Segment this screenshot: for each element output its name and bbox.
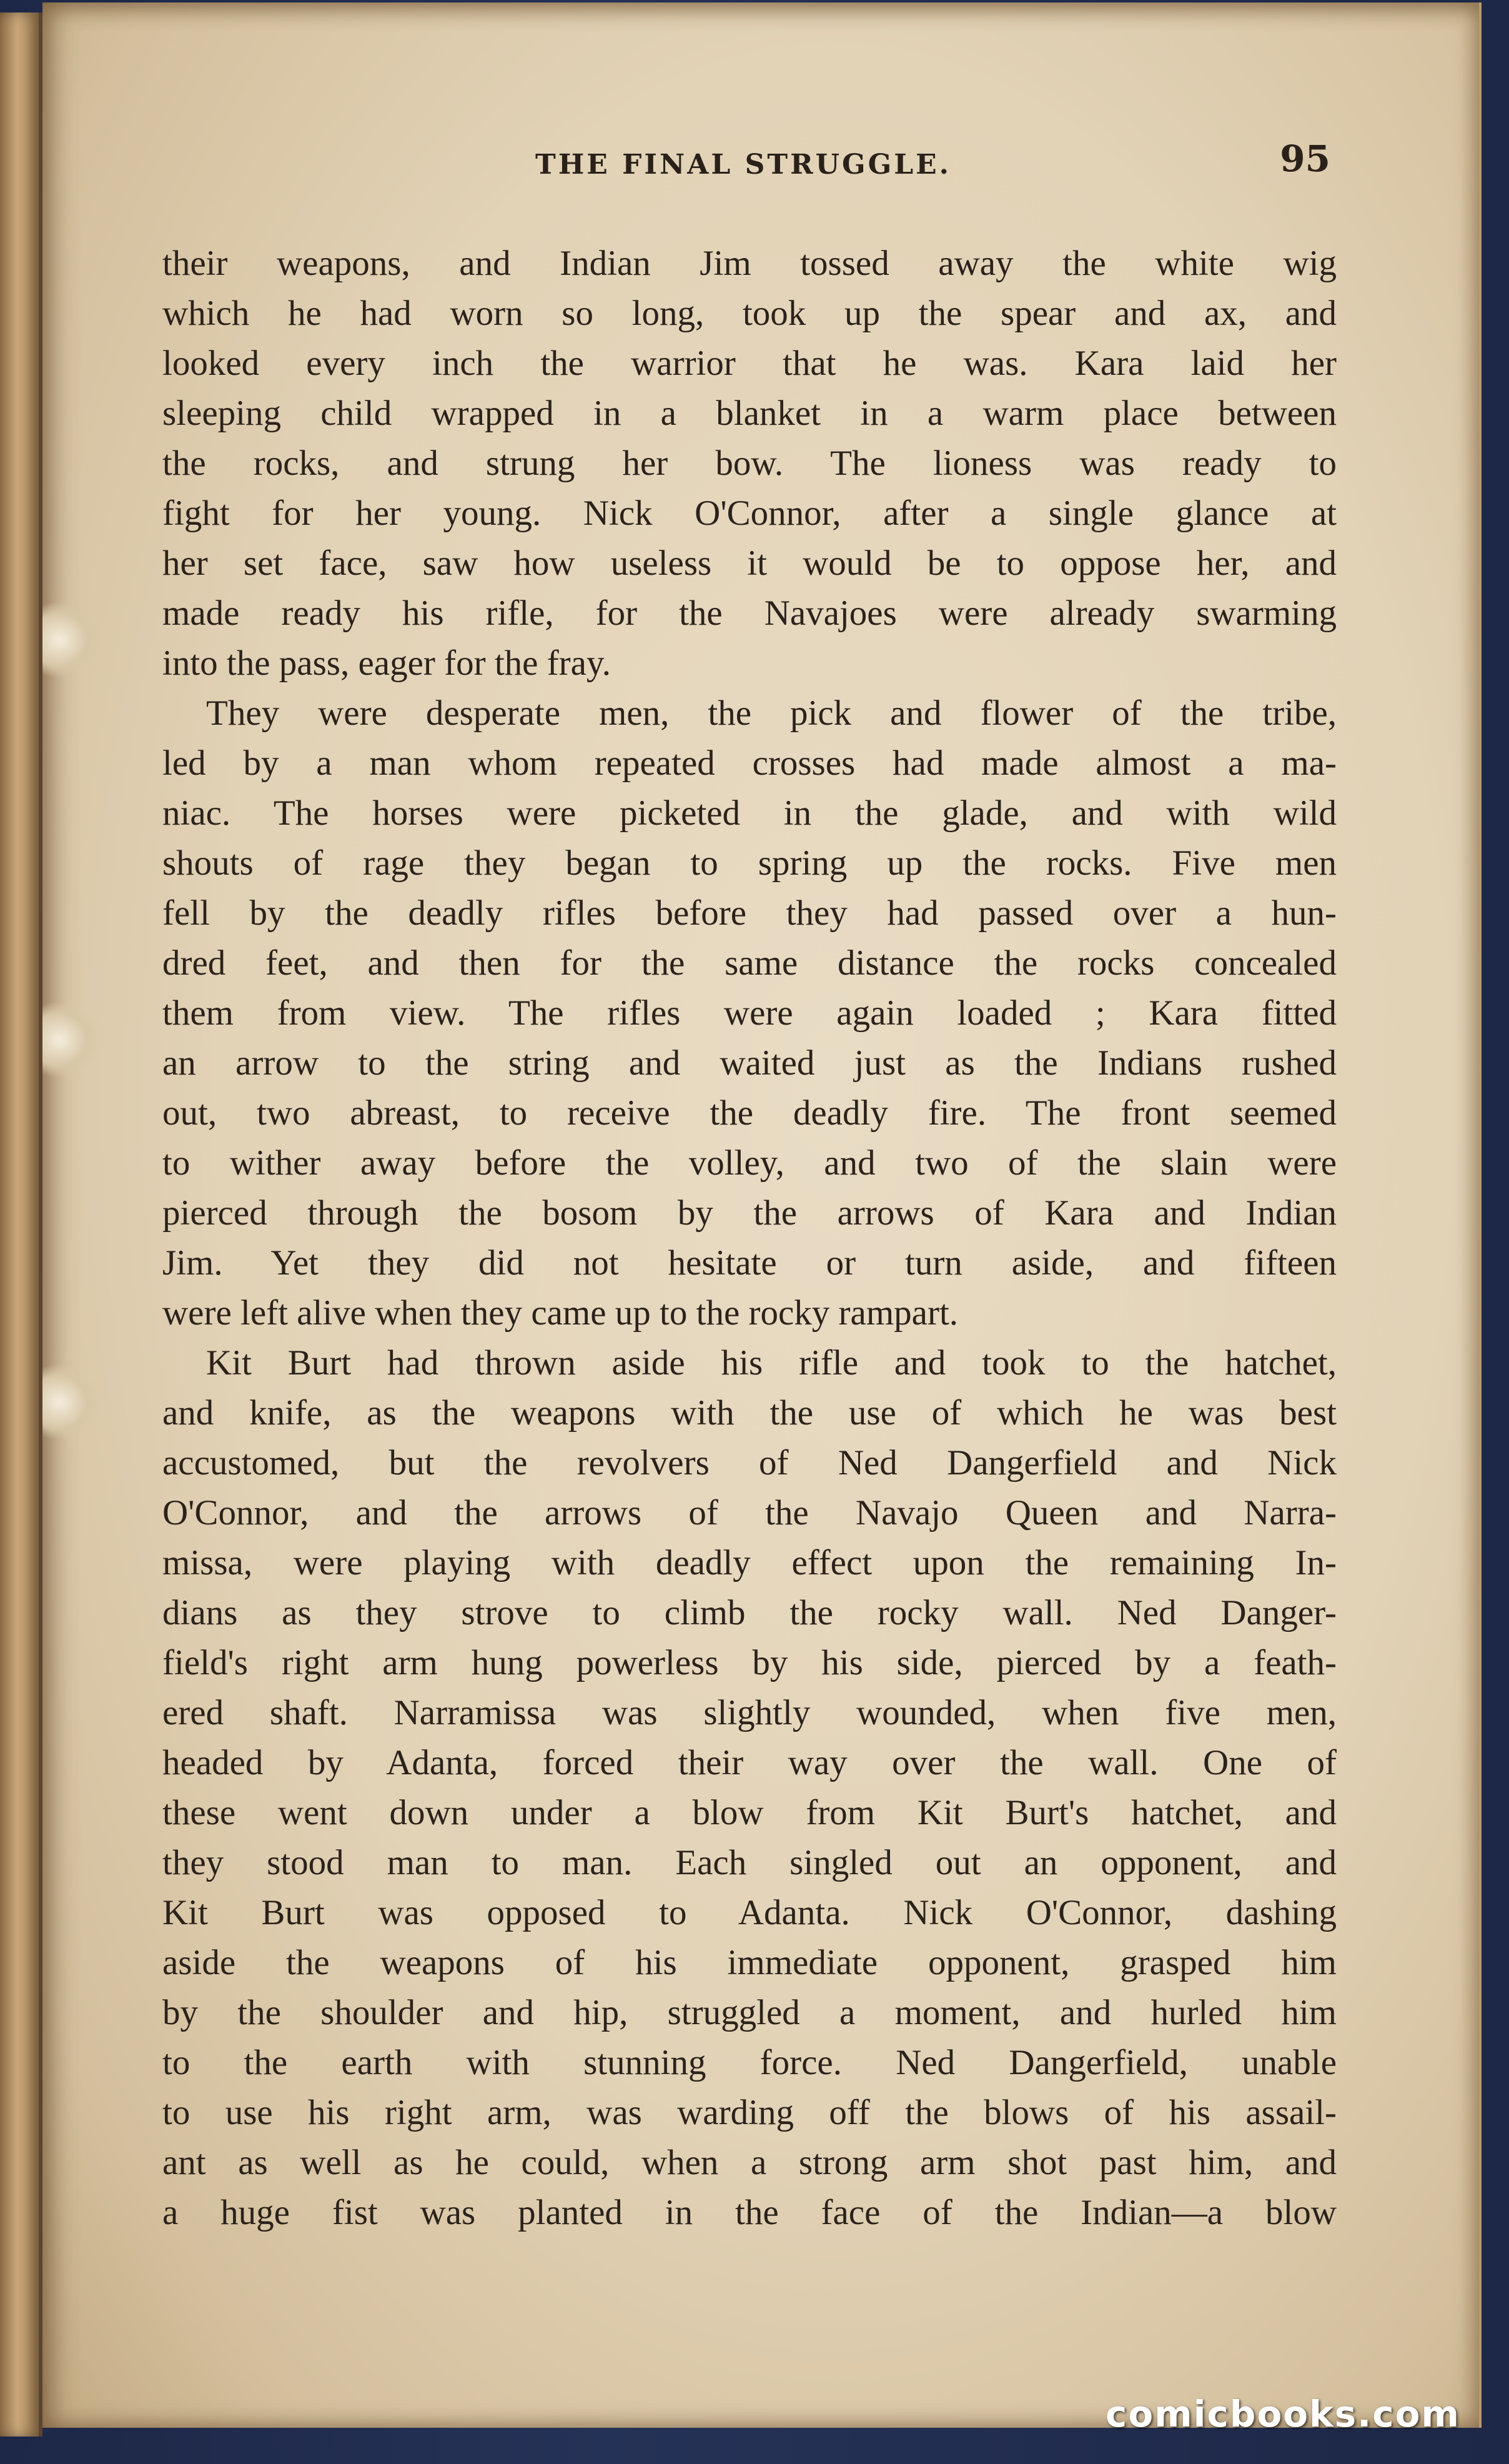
text-line: dred feet, and then for the same distance the rocks concealed (162, 943, 1337, 983)
text-line: missa, were playing with deadly effect upon the remaining In- (162, 1543, 1337, 1582)
text-line: to use his right arm, was warding off the blows of his assail- (162, 2093, 1337, 2132)
text-line: fight for her young. Nick O'Connor, after a single glance at (162, 494, 1337, 533)
body-text (162, 239, 1337, 2238)
text-line: to the earth with stunning force. Ned Dangerfield, unable (162, 2043, 1337, 2082)
text-line: they stood man to man. Each singled out an opponent, and (162, 1843, 1337, 1882)
text-line: ered shaft. Narramissa was slightly wounded, when five men, (162, 1693, 1337, 1732)
text-line: O'Connor, and the arrows of the Navajo Queen and Narra- (162, 1493, 1337, 1533)
text-line: their weapons, and Indian Jim tossed away the white wig (162, 244, 1337, 283)
text-line: headed by Adanta, forced their way over the wall. One of (162, 1743, 1337, 1782)
text-line: and knife, as the weapons with the use of which he was best (162, 1393, 1337, 1433)
text-line: Kit Burt was opposed to Adanta. Nick O'Connor, dashing (162, 1893, 1337, 1932)
text-line: They were desperate men, the pick and flower of the tribe, (206, 693, 1337, 733)
text-line: Jim. Yet they did not hesitate or turn aside, and fifteen (162, 1243, 1337, 1283)
text-line: by the shoulder and hip, struggled a moment, and hurled him (162, 1993, 1337, 2032)
text-line: Kit Burt had thrown aside his rifle and took to the hatchet, (206, 1343, 1337, 1383)
text-line: sleeping child wrapped in a blanket in a warm place between (162, 394, 1337, 433)
text-line: aside the weapons of his immediate opponent, grasped him (162, 1943, 1337, 1982)
text-line: which he had worn so long, took up the spear and ax, and (162, 294, 1337, 333)
text-line: made ready his rifle, for the Navajoes were already swarming (162, 594, 1337, 633)
text-line: them from view. The rifles were again loaded ; Kara fitted (162, 993, 1337, 1033)
text-line: ant as well as he could, when a strong arm shot past him, and (162, 2143, 1337, 2182)
binding-thread-mark (42, 602, 99, 677)
text-line: looked every inch the warrior that he was. Kara laid her (162, 344, 1337, 383)
text-line: fell by the deadly rifles before they had passed over a hun- (162, 893, 1337, 933)
text-line: led by a man whom repeated crosses had made almost a ma- (162, 743, 1337, 783)
text-line: an arrow to the string and waited just as the Indians rushed (162, 1043, 1337, 1083)
text-line: these went down under a blow from Kit Burt's hatchet, and (162, 1793, 1337, 1832)
text-line: out, two abreast, to receive the deadly fire. The front seemed (162, 1093, 1337, 1133)
text-line: niac. The horses were picketed in the glade, and with wild (162, 793, 1337, 833)
watermark-logo: comicbooks.com (1106, 2393, 1460, 2435)
text-line: pierced through the bosom by the arrows of Kara and Indian (162, 1193, 1337, 1233)
running-head: THE FINAL STRUGGLE. (535, 149, 951, 181)
page-number: 95 (1280, 137, 1330, 180)
text-line: the rocks, and strung her bow. The lioness was ready to (162, 444, 1337, 483)
text-line: her set face, saw how useless it would be to oppose her, and (162, 544, 1337, 583)
text-line: dians as they strove to climb the rocky wall. Ned Danger- (162, 1593, 1337, 1632)
binding-thread-mark (42, 1002, 99, 1077)
facing-page-edge (0, 12, 42, 2437)
text-line: to wither away before the volley, and two of the slain were (162, 1143, 1337, 1183)
text-line: accustomed, but the revolvers of Ned Dangerfield and Nick (162, 1443, 1337, 1483)
binding-thread-mark (42, 1364, 99, 1439)
text-line: were left alive when they came up to the rocky rampart. (162, 1293, 959, 1333)
text-line: into the pass, eager for the fray. (162, 643, 611, 683)
text-line: field's right arm hung powerless by his side, pierced by a feath- (162, 1643, 1337, 1682)
text-line: a huge fist was planted in the face of the Indian—a blow (162, 2193, 1337, 2232)
page-header (150, 137, 1337, 187)
text-line: shouts of rage they began to spring up the rocks. Five men (162, 843, 1337, 883)
